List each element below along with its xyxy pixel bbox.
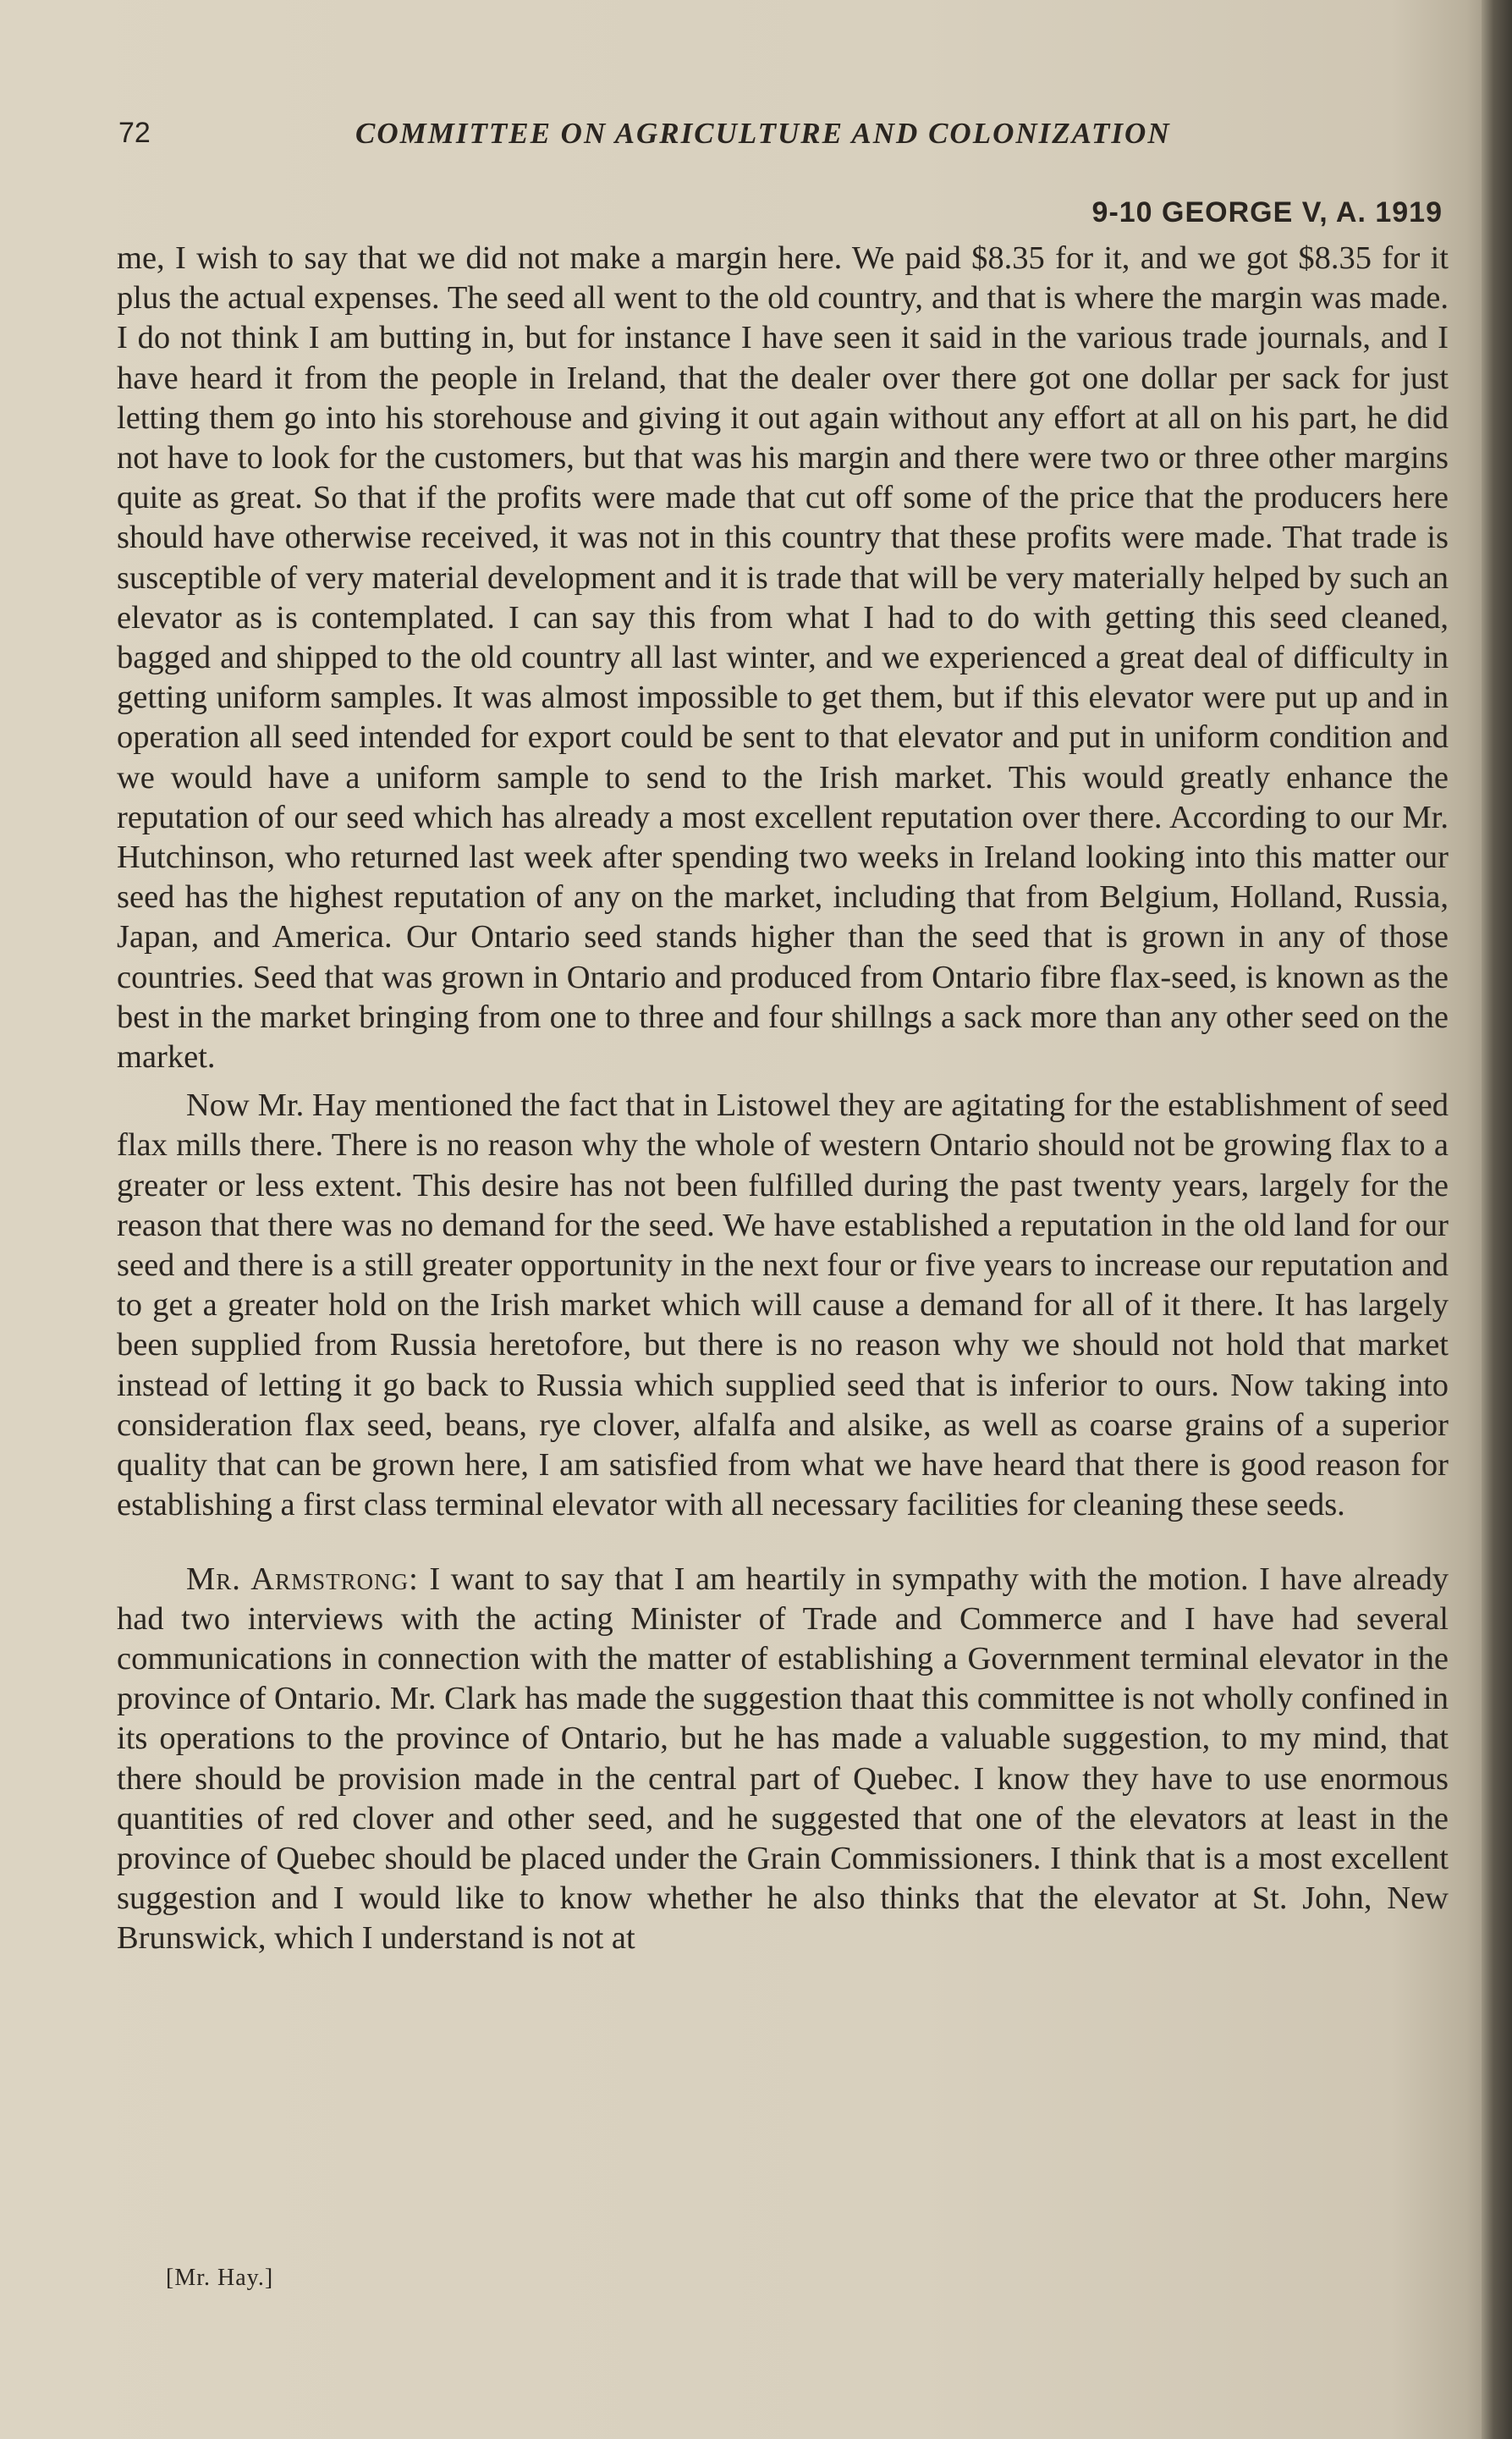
paragraph-2: Now Mr. Hay mentioned the fact that in Listowel they are agitating for the establishment of seed flax mills there. There is no reason why the whole of western Ontario should not be growing flax to a greater or less extent. This desire has not been fulfilled during the past twenty years, largely for the reason that there was no demand for the seed. We have established a reputation in the old land for our seed and there is a still greater opportunity in the next four or five years to increase our reputation and to get a greater hold on the Irish market which will cause a demand for all of it there. It has largely been supplied from Russia heretofore, but there is no reason why we should not hold that market instead of letting it go back to Russia which supplied seed that is inferior to ours. Now taking into consideration flax seed, beans, rye clover, alfalfa and alsike, as well as coarse grains of a superior quality that can be grown here, I am satisfied from what we have heard that there is good reason for establishing a first class terminal elevator with all necessary facilities for cleaning these seeds. [117,1087,1449,1523]
session-label: 9-10 GEORGE V, A. 1919 [1091,196,1443,228]
paragraph-3 [117,1560,1449,1959]
paragraph-1: me, I wish to say that we did not make a margin here. We paid $8.35 for it, and we got $8.35 for it plus the actual expenses. The seed all went to the old country, and that is where the margin was made. I do not think I am butting in, but for instance I have seen it said in the various trade journals, and I have heard it from the people in Ireland, that the dealer over there got one dollar per sack for just letting them go into his storehouse and giving it out again without any effort at all on his part, he did not have to look for the customers, but that was his margin and there were two or three other margins quite as great. So that if the profits were made that cut off some of the price that the producers here should have otherwise received, it was not in this country that these profits were made. That trade is susceptible of very material development and it is trade that will be very materially helped by such an elevator as is contemplated. I can say this from what I had to do with getting this seed cleaned, bagged and shipped to the old country all last winter, and we experienced a great deal of difficulty in getting uniform samples. It was almost impossible to get them, but if this elevator were put up and in operation all seed intended for export could be sent to that elevator and put in uniform condition and we would have a uniform sample to send to the Irish market. This would greatly enhance the reputation of our seed which has already a most excellent reputation over there. According to our Mr. Hutchinson, who returned last week after spending two weeks in Ireland looking into this matter our seed has the highest reputation of any on the market, including that from Belgium, Holland, Russia, Japan, and America. Our Ontario seed stands higher than the seed that is grown in any of those countries. Seed that was grown in Ontario and produced from Ontario fibre flax-seed, is known as the best in the market bringing from one to three and four shillngs a sack more than any other seed on the market. [117,240,1449,1076]
running-title: COMMITTEE ON AGRICULTURE AND COLONIZATION [355,117,1171,150]
speaker-name: Mr. Armstrong: [186,1561,419,1597]
body-text [117,239,1449,1959]
paragraph-3-text: I want to say that I am heartily in sympathy with the motion. I have already had two interviews with the acting Minister of Trade and Commerce and I have had several communications in connection with the matter of establishing a Government terminal elevator in the province of Ontario. Mr. Clark has made the suggestion thaat this committee is not wholly confined in its operations to the province of Ontario, but he has made a valuable suggestion, to my mind, that there should be provision made in the central part of Quebec. I know they have to use enormous quantities of red clover and other seed, and he suggested that one of the elevators at least in the province of Quebec should be placed under the Grain Commissioners. I think that is a most excellent suggestion and I would like to know whether he also thinks that the elevator at St. John, New Brunswick, which I understand is not at [117,1561,1449,1957]
page-number: 72 [118,117,151,149]
binding-edge [1482,0,1512,2439]
speaker-footnote: [Mr. Hay.] [166,2265,274,2291]
